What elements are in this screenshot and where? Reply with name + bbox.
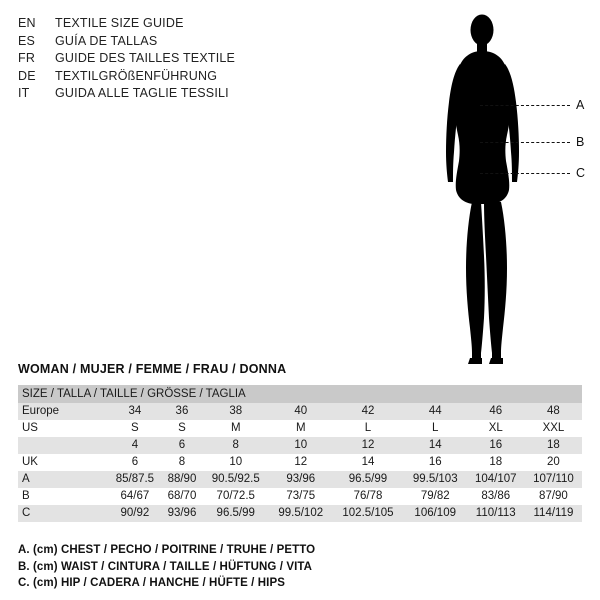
female-body-silhouette-icon [420,6,590,376]
section-label: WOMAN / MUJER / FEMME / FRAU / DONNA [18,362,287,376]
table-cell: L [404,420,467,437]
language-code: EN [18,16,36,30]
language-code: DE [18,68,36,83]
row-label: UK [18,454,108,471]
table-cell: 48 [525,403,582,420]
size-table-wrap [18,385,582,522]
table-cell: 8 [162,454,202,471]
dashed-line [480,105,570,106]
table-cell: 16 [404,454,467,471]
table-cell: 20 [525,454,582,471]
measurement-notes [18,542,578,592]
table-cell: 4 [108,437,162,454]
table-cell: 12 [269,454,332,471]
size-table [18,385,582,522]
table-cell: 18 [467,454,525,471]
note-line: B. (cm) WAIST / CINTURA / TAILLE / HÜFTUNG / VITA [18,560,313,573]
table-cell: 99.5/103 [404,471,467,488]
table-cell: 96.5/99 [332,471,404,488]
table-row [18,505,582,522]
table-cell: S [162,420,202,437]
table-cell: 104/107 [467,471,525,488]
table-cell: 10 [269,437,332,454]
table-cell: 6 [162,437,202,454]
table-cell: 14 [404,437,467,454]
table-cell: 110/113 [467,505,525,522]
table-cell: 34 [108,403,162,420]
table-cell: 8 [202,437,269,454]
language-row [18,69,348,87]
row-label: A [18,471,108,488]
table-cell: 93/96 [269,471,332,488]
row-label: US [18,420,108,437]
table-cell: 38 [202,403,269,420]
table-cell: 76/78 [332,488,404,505]
figure-area [420,6,590,376]
table-cell: 90/92 [108,505,162,522]
table-row [18,403,582,420]
language-title: TEXTILE SIZE GUIDE [55,16,184,30]
table-cell: L [332,420,404,437]
table-cell: 36 [162,403,202,420]
note-line: C. (cm) HIP / CADERA / HANCHE / HÜFTE / HIPS [18,577,286,589]
language-code: IT [18,86,30,100]
language-code: FR [18,51,36,65]
table-cell: 12 [332,437,404,454]
language-row [18,51,348,69]
table-header-label: SIZE / TALLA / TAILLE / GRÖSSE / TAGLIA [18,385,582,403]
row-label: C [18,505,108,522]
table-cell: 18 [525,437,582,454]
measurement-marker-c [480,167,588,179]
table-cell: 88/90 [162,471,202,488]
measurement-marker-a [480,99,588,111]
table-cell: XL [467,420,525,437]
table-cell: 85/87.5 [108,471,162,488]
marker-letter: B [576,135,585,149]
table-cell: 6 [108,454,162,471]
table-cell: 102.5/105 [332,505,404,522]
table-cell: 99.5/102 [269,505,332,522]
table-cell: M [269,420,332,437]
language-row [18,16,348,34]
table-cell: 64/67 [108,488,162,505]
dashed-line [480,142,570,143]
table-cell: 40 [269,403,332,420]
note-line: A. (cm) CHEST / PECHO / POITRINE / TRUHE / PETTO [18,544,316,556]
table-cell: 46 [467,403,525,420]
language-title: GUÍA DE TALLAS [55,33,158,48]
dashed-line [480,173,570,174]
language-code: ES [18,33,36,48]
marker-letter: C [576,166,586,180]
table-cell: S [108,420,162,437]
language-title: TEXTILGRÖßENFÜHRUNG [55,68,218,83]
table-row [18,488,582,505]
measurement-marker-b [480,136,588,148]
language-title: GUIDE DES TAILLES TEXTILE [55,51,236,65]
table-cell: XXL [525,420,582,437]
row-label: B [18,488,108,505]
table-row [18,437,582,454]
table-row [18,471,582,488]
table-cell: 70/72.5 [202,488,269,505]
language-row [18,86,348,104]
table-cell: 10 [202,454,269,471]
language-title: GUIDA ALLE TAGLIE TESSILI [55,86,229,100]
table-cell: 79/82 [404,488,467,505]
table-row [18,454,582,471]
table-header-row [18,385,582,403]
table-cell: 93/96 [162,505,202,522]
table-cell: 83/86 [467,488,525,505]
table-cell: 107/110 [525,471,582,488]
table-cell: 96.5/99 [202,505,269,522]
table-cell: 68/70 [162,488,202,505]
table-cell: 106/109 [404,505,467,522]
language-row [18,34,348,52]
table-cell: 44 [404,403,467,420]
row-label [18,437,108,454]
table-cell: 114/119 [525,505,582,522]
row-label: Europe [18,403,108,420]
language-title-list [18,16,348,104]
table-cell: 90.5/92.5 [202,471,269,488]
table-cell: 73/75 [269,488,332,505]
marker-letter: A [576,98,585,112]
table-cell: 14 [332,454,404,471]
table-cell: M [202,420,269,437]
table-cell: 42 [332,403,404,420]
table-row [18,420,582,437]
table-cell: 16 [467,437,525,454]
table-cell: 87/90 [525,488,582,505]
